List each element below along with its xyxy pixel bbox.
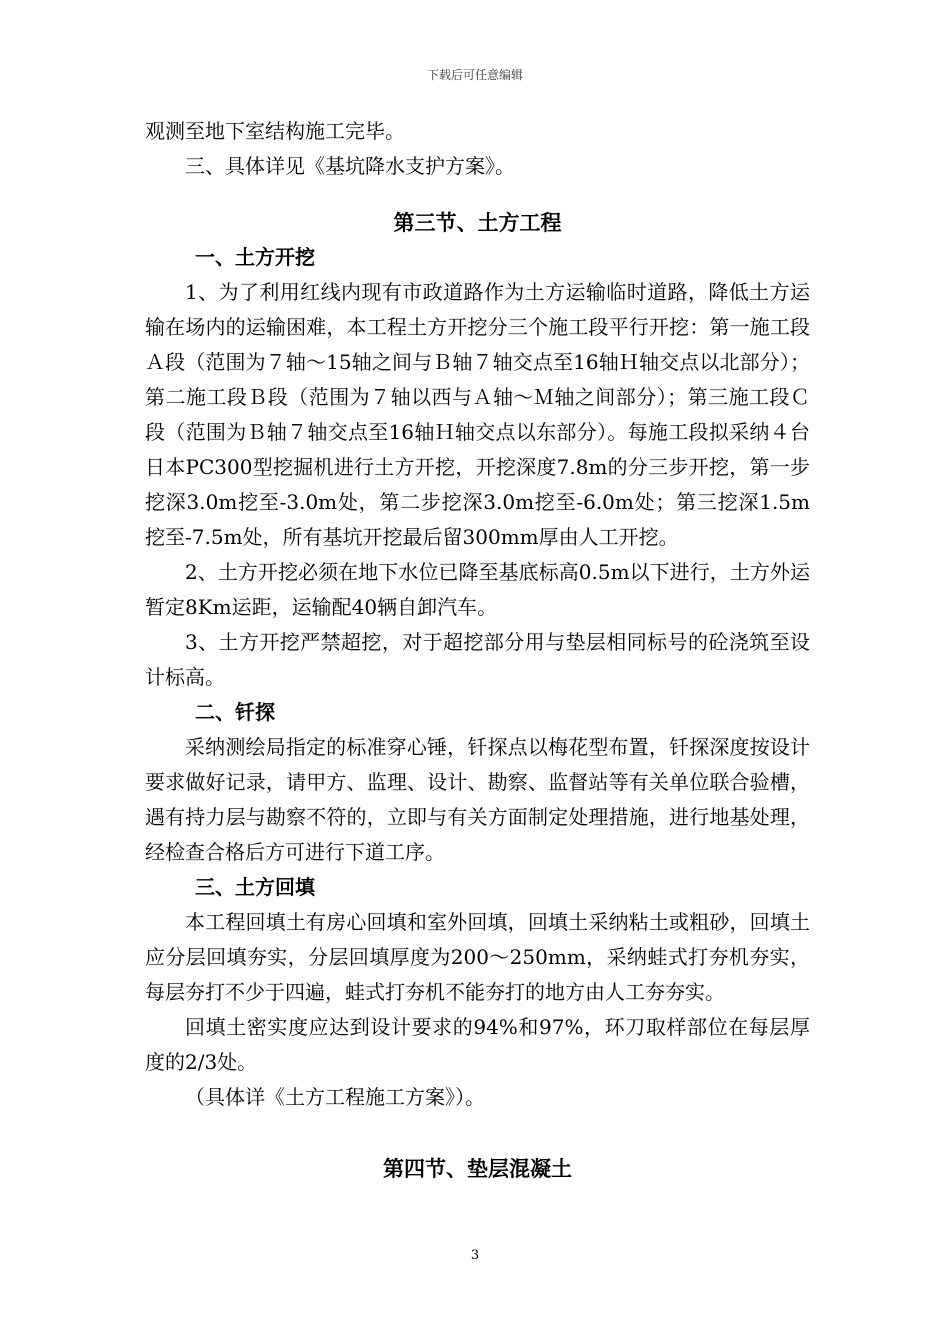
- paragraph: 三、具体详见《基坑降水支护方案》。: [185, 154, 515, 178]
- paragraph: 本工程回填土有房心回填和室外回填，回填土采纳粘土或粗砂，回填土应分层回填夯实，分层回填厚度为200～250mm，采纳蛙式打夯机夯实，每层夯打不少于四遍，蛙式打夯机不能夯打的地方由人工夯夯实。: [145, 910, 810, 1004]
- spacer: [145, 1115, 810, 1151]
- subsection-heading: 二、钎探: [195, 700, 275, 724]
- paragraph: 1、为了利用红线内现有市政道路作为土方运输临时道路，降低土方运输在场内的运输困难，本工程土方开挖分三个施工段平行开挖：第一施工段Ａ段（范围为７轴～15轴之间与Ｂ轴７轴交点至16轴Ｈ轴交点以北部分）；第二施工段Ｂ段（范围为７轴以西与Ａ轴～Ｍ轴之间部分）；第三施工段Ｃ段（范围为Ｂ轴７轴交点至16轴Ｈ轴交点以东部分）。每施工段拟采纳４台日本PC300型挖掘机进行土方开挖，开挖深度7.8m的分三步开挖，第一步挖深3.0m挖至-3.0m处，第二步挖深3.0m挖至-6.0m处；第三挖深1.5m挖至-7.5m处，所有基坑开挖最后留300mm厚由人工开挖。: [145, 280, 810, 549]
- paragraph: 观测至地下室结构施工完毕。: [145, 119, 405, 143]
- subsection-heading: 一、土方开挖: [195, 245, 315, 269]
- document-body: [145, 114, 810, 1186]
- paragraph: 回填土密实度应达到设计要求的94%和97%，环刀取样部位在每层厚度的2/3处。: [145, 1015, 810, 1074]
- section-heading: 第四节、垫层混凝土: [383, 1156, 572, 1181]
- page-header: 下载后可任意编辑: [426, 68, 523, 82]
- paragraph: （具体详《土方工程施工方案》）。: [185, 1085, 485, 1109]
- section-heading: 第三节、土方工程: [393, 210, 562, 235]
- subsection-heading: 三、土方回填: [195, 875, 315, 899]
- page-number: 3: [470, 1248, 480, 1263]
- spacer: [145, 184, 810, 205]
- paragraph: 2、土方开挖必须在地下水位已降至基底标高0.5m以下进行，土方外运暂定8Km运距，运输配40辆自卸汽车。: [145, 560, 810, 619]
- paragraph: 采纳测绘局指定的标准穿心锤，钎探点以梅花型布置，钎探深度按设计要求做好记录，请甲方、监理、设计、勘察、监督站等有关单位联合验槽，遇有持力层与勘察不符的，立即与有关方面制定处理措施，进行地基处理，经检查合格后方可进行下道工序。: [145, 735, 810, 864]
- paragraph: 3、土方开挖严禁超挖，对于超挖部分用与垫层相同标号的砼浇筑至设计标高。: [145, 630, 810, 689]
